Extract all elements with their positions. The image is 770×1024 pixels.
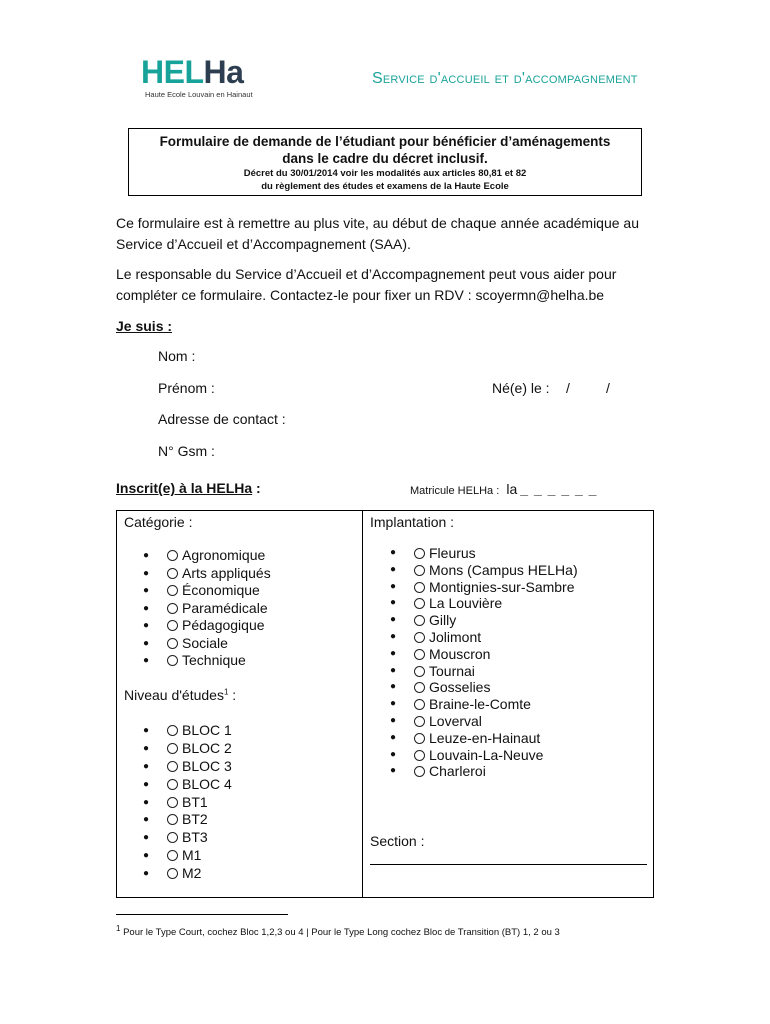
niveau-option[interactable] [143, 758, 232, 776]
radio-button[interactable] [414, 548, 425, 559]
implantation-option[interactable] [390, 595, 578, 612]
categorie-option[interactable] [143, 565, 271, 583]
bullet-icon: ● [390, 597, 397, 609]
implantation-option-label: Gosselies [429, 679, 491, 696]
niveau-option[interactable] [143, 847, 232, 865]
bullet-icon: ● [143, 868, 150, 880]
radio-button[interactable] [167, 832, 178, 843]
radio-button[interactable] [414, 682, 425, 693]
niveau-option[interactable] [143, 794, 232, 812]
implantation-option-label: Gilly [429, 612, 457, 629]
decree-line2: du règlement des études et examens de la Haute Ecole [261, 181, 509, 192]
decree-line1: Décret du 30/01/2014 voir les modalités aux articles 80,81 et 82 [243, 168, 527, 179]
categorie-option[interactable] [143, 582, 271, 600]
bullet-icon: ● [390, 614, 397, 626]
implantation-option-label: Charleroi [429, 763, 486, 780]
implantation-option-label: Mons (Campus HELHa) [429, 561, 578, 578]
bullet-icon: ● [143, 550, 150, 561]
radio-button[interactable] [414, 666, 425, 677]
implantation-option[interactable] [390, 545, 578, 562]
radio-button[interactable] [167, 761, 178, 772]
bullet-icon: ● [143, 655, 150, 666]
radio-button[interactable] [167, 568, 178, 579]
helha-logo [141, 56, 271, 100]
bullet-icon: ● [143, 725, 150, 736]
implantation-option[interactable] [390, 646, 578, 663]
radio-button[interactable] [167, 603, 178, 614]
radio-button[interactable] [167, 725, 178, 736]
radio-button[interactable] [167, 779, 178, 790]
niveau-option-label: BLOC 2 [182, 739, 232, 756]
radio-button[interactable] [167, 655, 178, 666]
categorie-option[interactable] [143, 617, 271, 635]
radio-button[interactable] [167, 850, 178, 861]
niveau-title [124, 687, 236, 703]
niveau-option-label: M1 [182, 847, 202, 864]
bullet-icon: ● [390, 681, 397, 693]
bullet-icon: ● [390, 664, 397, 676]
categorie-option[interactable] [143, 652, 271, 670]
bullet-icon: ● [143, 850, 150, 862]
categorie-title: Catégorie : [124, 514, 193, 530]
implantation-option-label: Braine-le-Comte [429, 696, 531, 713]
niveau-option-label: BLOC 4 [182, 775, 232, 792]
birthdate-field-label[interactable]: Né(e) le : [492, 380, 550, 396]
niveau-options [143, 722, 232, 883]
bullet-icon: ● [143, 814, 150, 826]
niveau-title-colon: : [228, 687, 237, 703]
inscription-table [116, 510, 654, 898]
bullet-icon: ● [390, 698, 397, 710]
radio-button[interactable] [167, 550, 178, 561]
birthdate-separator-2: / [606, 380, 610, 396]
matricule-field[interactable] [410, 481, 597, 497]
niveau-option[interactable] [143, 811, 232, 829]
section-input-line[interactable] [370, 864, 647, 865]
implantation-option-label: Jolimont [429, 628, 482, 645]
bullet-icon: ● [390, 647, 397, 659]
matricule-blanks: _ _ _ _ _ _ [520, 481, 598, 497]
categorie-option-label: Agronomique [182, 547, 266, 563]
logo-text-hel: HEL [141, 54, 204, 90]
radio-button[interactable] [414, 565, 425, 576]
radio-button[interactable] [167, 743, 178, 754]
categorie-option-label: Pédagogique [182, 617, 265, 633]
niveau-option[interactable] [143, 722, 232, 740]
identity-heading: Je suis : [116, 318, 173, 334]
adresse-field-label[interactable]: Adresse de contact : [158, 411, 286, 427]
bullet-icon: ● [143, 637, 150, 649]
niveau-option-label: BT1 [182, 793, 208, 810]
service-title: Service d'accueil et d'accompagnement [372, 70, 638, 87]
niveau-title-text: Niveau d'études [124, 687, 224, 703]
niveau-option-label: BT3 [182, 829, 208, 846]
birthdate-separator-1: / [566, 380, 570, 396]
categorie-option-label: Paramédicale [182, 599, 268, 616]
radio-button[interactable] [414, 632, 425, 643]
niveau-option-label: BLOC 1 [182, 722, 232, 738]
section-label: Section : [370, 833, 425, 849]
niveau-option[interactable] [143, 829, 232, 847]
categorie-option[interactable] [143, 635, 271, 653]
logo-wordmark [141, 56, 271, 88]
bullet-icon: ● [390, 731, 397, 743]
table-column-divider [362, 511, 363, 897]
implantation-option[interactable] [390, 579, 578, 596]
footnote-text: Pour le Type Court, cochez Bloc 1,2,3 ou 4 | Pour le Type Long cochez Bloc de Transition (BT) 1, 2 ou 3 [120, 927, 560, 939]
implantation-option[interactable] [390, 713, 578, 730]
categorie-option-label: Technique [182, 652, 246, 668]
implantation-option[interactable] [390, 612, 578, 629]
radio-button[interactable] [167, 797, 178, 808]
radio-button[interactable] [167, 620, 178, 631]
intro-paragraph-2: Le responsable du Service d’Accueil et d’Accompagnement peut vous aider pour compléter ce formulaire. Contactez-le pour fixer un RDV : scoyermn@helha.be [116, 266, 617, 303]
form-title-line1: Formulaire de demande de l’étudiant pour bénéficier d’aménagements [159, 134, 611, 149]
niveau-option-label: BLOC 3 [182, 757, 232, 774]
implantation-option[interactable] [390, 629, 578, 646]
footnote-rule [116, 914, 288, 915]
implantation-option[interactable] [390, 696, 578, 713]
bullet-icon: ● [390, 748, 397, 760]
form-title-box [128, 128, 642, 196]
implantation-option-label: La Louvière [429, 595, 503, 612]
inscription-heading-colon: : [252, 480, 261, 496]
niveau-option-label: M2 [182, 865, 202, 882]
bullet-icon: ● [143, 585, 150, 596]
categorie-option[interactable] [143, 600, 271, 618]
implantation-option[interactable] [390, 663, 578, 680]
bullet-icon: ● [390, 580, 397, 592]
implantation-option-label: Leuze-en-Hainaut [429, 729, 541, 746]
radio-button[interactable] [414, 699, 425, 710]
matricule-label: Matricule HELHa : [410, 485, 500, 497]
categorie-option-label: Sociale [182, 634, 228, 651]
inscription-heading [116, 480, 261, 496]
radio-button[interactable] [414, 615, 425, 626]
niveau-option[interactable] [143, 865, 232, 883]
bullet-icon: ● [390, 547, 397, 558]
gsm-field-label[interactable]: N° Gsm : [158, 443, 215, 459]
bullet-icon: ● [143, 832, 150, 844]
inscription-heading-text: Inscrit(e) à la HELHa [116, 480, 253, 496]
radio-button[interactable] [414, 733, 425, 744]
prenom-field-label[interactable]: Prénom : [158, 380, 215, 396]
bullet-icon: ● [143, 742, 150, 754]
bullet-icon: ● [143, 567, 150, 579]
radio-button[interactable] [414, 716, 425, 727]
categorie-options [143, 547, 271, 670]
bullet-icon: ● [143, 760, 150, 772]
categorie-option-label: Arts appliqués [182, 564, 271, 581]
bullet-icon: ● [143, 602, 150, 614]
implantation-option-label: Louvain-La-Neuve [429, 746, 544, 763]
radio-button[interactable] [414, 649, 425, 660]
radio-button[interactable] [414, 766, 425, 777]
implantation-option-label: Mouscron [429, 645, 491, 662]
bullet-icon: ● [143, 796, 150, 808]
bullet-icon: ● [390, 563, 397, 575]
nom-field-label[interactable]: Nom : [158, 348, 196, 364]
intro-paragraph-1: Ce formulaire est à remettre au plus vite, au début de chaque année académique au Service d’Accueil et d’Accompagnement (SAA). [116, 215, 639, 252]
implantation-option[interactable] [390, 747, 578, 764]
implantation-option[interactable] [390, 679, 578, 696]
radio-button[interactable] [167, 814, 178, 825]
matricule-prefix: la [506, 481, 518, 497]
radio-button[interactable] [414, 598, 425, 609]
logo-subtitle: Haute Ecole Louvain en Hainaut [145, 90, 253, 99]
implantation-option-label: Loverval [429, 712, 482, 729]
bullet-icon: ● [143, 620, 150, 631]
radio-button[interactable] [167, 868, 178, 879]
implantation-option-label: Fleurus [429, 545, 476, 561]
bullet-icon: ● [143, 778, 150, 790]
implantation-option[interactable] [390, 730, 578, 747]
implantation-option[interactable] [390, 763, 578, 780]
radio-button[interactable] [414, 750, 425, 761]
categorie-option-label: Économique [182, 582, 260, 598]
bullet-icon: ● [390, 630, 397, 642]
radio-button[interactable] [167, 585, 178, 596]
implantation-option[interactable] [390, 562, 578, 579]
niveau-footnote-ref: 1 [223, 687, 229, 697]
implantation-option-label: Montignies-sur-Sambre [429, 578, 575, 595]
categorie-option[interactable] [143, 547, 271, 565]
bullet-icon: ● [390, 765, 397, 777]
implantation-title: Implantation : [370, 514, 455, 530]
implantation-options [390, 545, 578, 780]
form-title-line2: dans le cadre du décret inclusif. [282, 151, 488, 166]
radio-button[interactable] [167, 638, 178, 649]
bullet-icon: ● [390, 714, 397, 726]
niveau-option-label: BT2 [182, 811, 208, 828]
footnote [116, 924, 560, 938]
footnote-number: 1 [116, 924, 121, 933]
logo-text-ha: Ha [203, 54, 244, 90]
niveau-option[interactable] [143, 776, 232, 794]
niveau-option[interactable] [143, 740, 232, 758]
radio-button[interactable] [414, 582, 425, 593]
implantation-option-label: Tournai [429, 662, 475, 679]
